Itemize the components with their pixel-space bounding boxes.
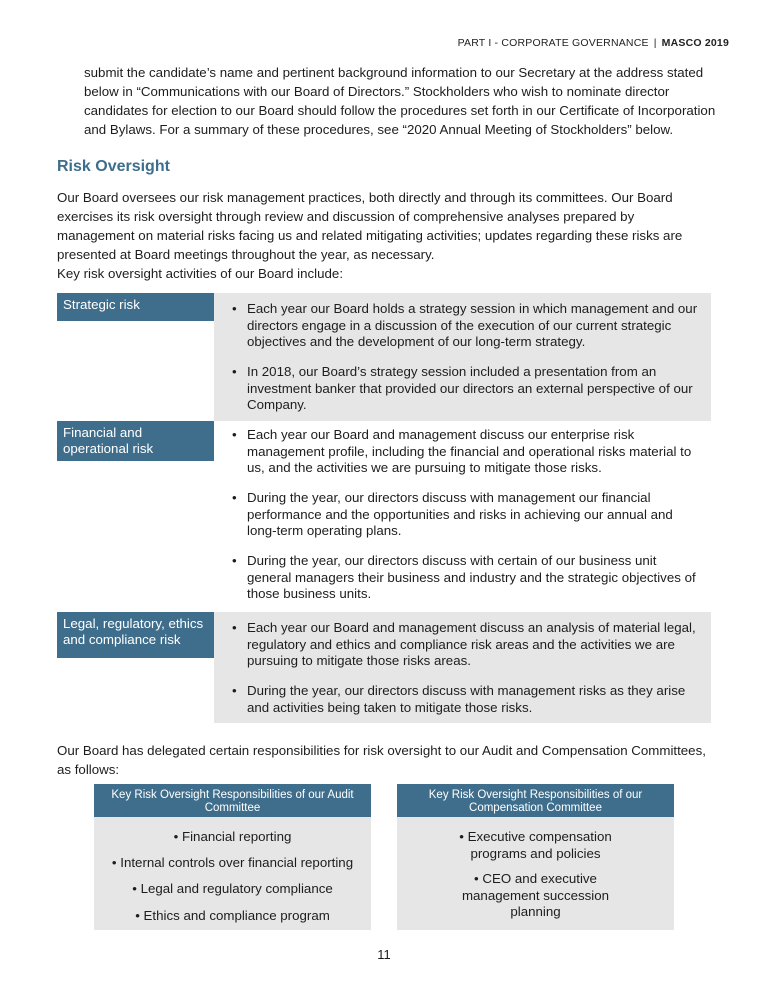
audit-item: [94, 829, 371, 846]
audit-item-text: Ethics and compliance program: [143, 908, 330, 923]
header-section: PART I - CORPORATE GOVERNANCE: [457, 37, 649, 49]
bullet-text: Each year our Board holds a strategy session in which management and our directors engage in a discussion of the execution of our current strategic objectives and the development of our long-term strategy.: [247, 301, 698, 349]
risk-bullet: [232, 683, 703, 716]
audit-item: [94, 908, 371, 925]
page-header: [458, 37, 729, 49]
header-separator: |: [653, 37, 657, 49]
risk-panel: [214, 421, 711, 608]
comp-item: [397, 871, 674, 921]
risk-bullet: [232, 427, 703, 477]
bullet-dot: •: [232, 364, 237, 379]
audit-box-body: [94, 817, 371, 930]
risk-bullet: [232, 553, 703, 603]
risk-bullet: [232, 620, 703, 670]
risk-oversight-heading: Risk Oversight: [57, 158, 170, 175]
bullet-text: During the year, our directors discuss with management risks as they arise and activities being taken to mitigate those risks.: [247, 683, 686, 715]
bullet-dot: •: [232, 301, 237, 316]
comp-box-body: [397, 817, 674, 930]
comp-box-title: Key Risk Oversight Responsibilities of our Compensation Committee: [397, 784, 674, 817]
page-number: 11: [377, 947, 391, 962]
bullet-text: In 2018, our Board’s strategy session included a presentation from an investment banker that provided our directors an external perspective of our Company.: [247, 364, 693, 412]
audit-committee-box: [94, 784, 371, 930]
bullet-dot: •: [232, 553, 237, 568]
bullet-dot: •: [474, 871, 479, 886]
audit-item: [94, 855, 371, 872]
risk-label: Financial and operational risk: [57, 421, 214, 461]
audit-item: [94, 881, 371, 898]
risk-row-strategic: [57, 293, 711, 421]
delegation-paragraph: Our Board has delegated certain responsibilities for risk oversight to our Audit and Compensation Committees, as follows:: [57, 743, 706, 777]
audit-item-text: Legal and regulatory compliance: [140, 881, 333, 896]
risk-bullet: [232, 364, 703, 414]
audit-item-text: Financial reporting: [181, 829, 292, 844]
header-brand: MASCO 2019: [661, 37, 729, 49]
comp-item: [397, 829, 674, 862]
risk-label: Strategic risk: [57, 293, 214, 321]
bullet-dot: •: [232, 620, 237, 635]
risk-panel: [214, 293, 711, 421]
bullet-dot: •: [232, 427, 237, 442]
audit-box-title: Key Risk Oversight Responsibilities of our Audit Committee: [94, 784, 371, 817]
bullet-text: Each year our Board and management discuss our enterprise risk management profile, including the financial and operational risks material to us, and the activities we are pursuing to mitigate those risks.: [247, 427, 692, 475]
bullet-text: During the year, our directors discuss with management our financial performance and the opportunities and risks in achieving our annual and long-term operating plans.: [247, 490, 673, 538]
bullet-dot: •: [459, 829, 464, 844]
bullet-text: During the year, our directors discuss with certain of our business unit general managers their business and industry and the strategic objectives of those business units.: [247, 553, 696, 601]
risk-bullet: [232, 490, 703, 540]
key-activities-intro: Key risk oversight activities of our Board include:: [57, 266, 344, 281]
compensation-committee-box: [397, 784, 674, 930]
bullet-dot: •: [135, 908, 140, 923]
audit-item-text: Internal controls over financial reporting: [120, 855, 354, 870]
bullet-dot: •: [132, 881, 137, 896]
comp-item-text: CEO and executive management succession planning: [461, 871, 610, 919]
risk-bullet: [232, 301, 703, 351]
bullet-text: Each year our Board and management discuss an analysis of material legal, regulatory and ethics and compliance risk areas and the activities we are pursuing to mitigate those risks areas.: [247, 620, 696, 668]
risk-oversight-paragraph: Our Board oversees our risk management practices, both directly and through its committees. Our Board exercises its risk oversight through review and discussion of comprehensive analyses prepared by management on material risks facing us and related mitigating activities; updates regarding these risks are presented at Board meetings throughout the year, as necessary.: [57, 190, 683, 262]
bullet-dot: •: [111, 855, 117, 870]
bullet-dot: •: [173, 829, 179, 844]
bullet-dot: •: [232, 683, 237, 698]
comp-item-text: Executive compensation programs and policies: [467, 829, 612, 861]
intro-paragraph: submit the candidate’s name and pertinent background information to our Secretary at the address stated below in “Communications with our Board of Directors.” Stockholders who wish to nominate director candidates for election to our Board should follow the procedures set forth in our Certificate of Incorporation and Bylaws. For a summary of these procedures, see “2020 Annual Meeting of Stockholders” below.: [84, 65, 716, 137]
bullet-dot: •: [232, 490, 237, 505]
risk-row-legal: [57, 612, 711, 723]
risk-label: Legal, regulatory, ethics and compliance risk: [57, 612, 214, 658]
risk-row-financial: [57, 421, 711, 608]
risk-panel: [214, 612, 711, 723]
